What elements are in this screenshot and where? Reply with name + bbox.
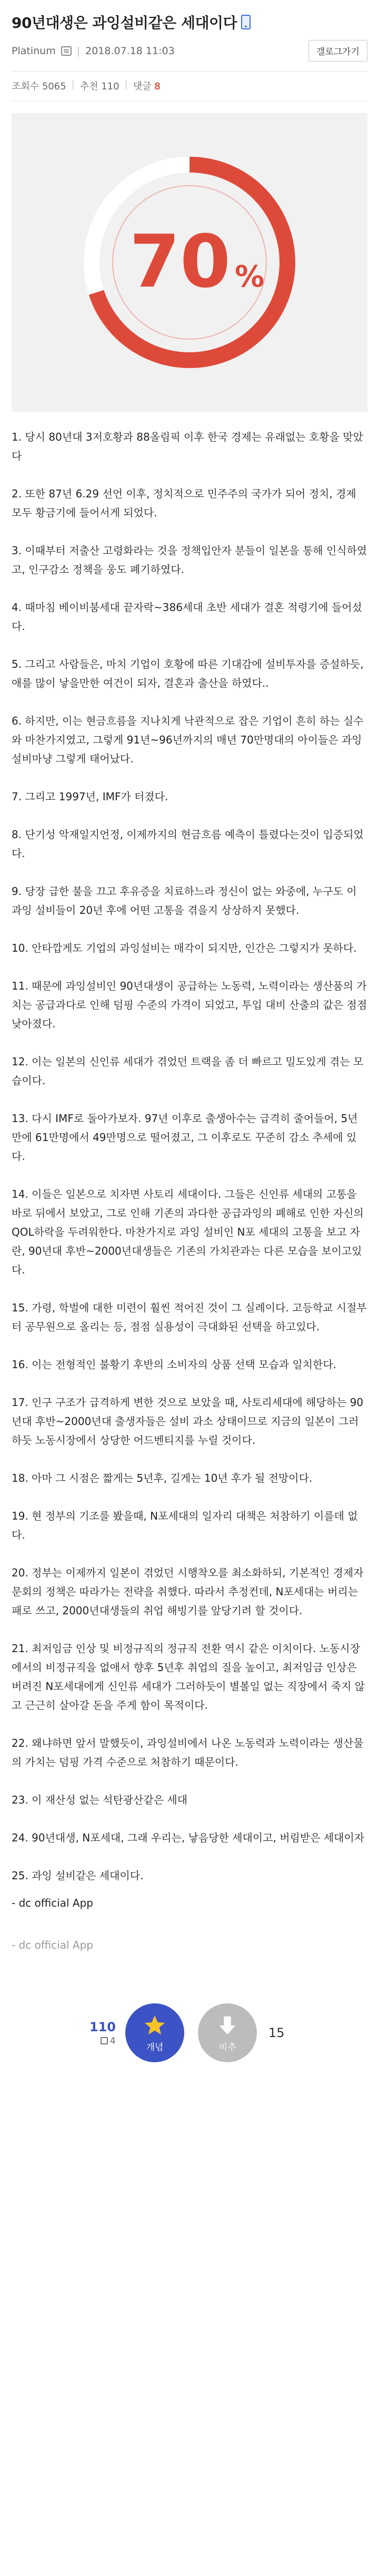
vote-area [0,1999,379,2067]
author-name[interactable]: Platinum [12,45,56,57]
paragraph: 23. 이 재산성 없는 석탄광산같은 세대 [12,1794,188,1806]
view-count: 조회수 5065 [12,81,66,92]
paragraph: 19. 현 정부의 기조를 봤을때, N포세대의 일자리 대책은 처참하기 이를데 없다. [12,1510,358,1541]
upvote-button[interactable] [125,2003,184,2062]
paragraph: 9. 당장 급한 불을 끄고 후유증을 치료하느라 정신이 없는 와중에, 누구도 이 과잉 설비들이 20년 후에 어떤 고통을 겪을지 상상하지 못했다. [12,885,357,917]
percent-value: 70 [129,219,231,304]
post-title: 90년대생은 과잉설비같은 세대이다 [12,14,237,32]
paragraph: 14. 이들은 일본으로 치자면 사토리 세대이다. 그들은 신인류 세대의 고통을 바로 뒤에서 보았고, 그로 인해 기존의 과다한 공급과잉의 폐해로 인한 자신의 QOL하락을 두려워한다. 마찬가지로 과잉 설비인 N포 세대의 고통을 보고 자란, 90년대 후반~2000년대생들은 기존의 가치관과는 다른 모습을 보이고있다. [12,1188,364,1276]
upvote-label: 개념 [146,2042,164,2053]
fix-user-icon [101,2037,108,2044]
paragraph: 22. 왜냐하면 앞서 말했듯이, 과잉설비에서 나온 노동력과 노력이라는 생산물의 가치는 덤핑 가격 수준으로 처참하기 때문이다. [12,1737,364,1768]
recommend-count: 추천 110 [79,81,119,92]
post-stats [12,71,367,101]
down-arrow-icon [215,2013,240,2038]
meta-divider: | [76,45,81,57]
paragraph: 25. 과잉 설비같은 세대이다. [12,1869,144,1882]
paragraph: 8. 단기성 악재일지언정, 이제까지의 현금흐름 예측이 틀렸다는것이 입증되었다. [12,828,364,860]
paragraph: 10. 안타깝게도 기업의 과잉설비는 매각이 되지만, 인간은 그렇지가 못하다. [12,942,357,954]
paragraph: 15. 가령, 학벌에 대한 미련이 훨씬 적어진 것이 그 실례이다. 고등학교 시절부터 공무원으로 올리는 등, 점점 실용성이 극대화된 선택을 하고있다. [12,1301,367,1333]
downvote-button[interactable] [198,2003,257,2062]
author-info [12,45,175,57]
percent-ring-graphic [12,113,367,412]
paragraph: 6. 하지만, 이는 현금흐름을 지나치게 낙관적으로 잡은 기업이 흔히 하는 실수와 마찬가지였고, 그렇게 91년~96년까지의 매년 70만명대의 아이들은 과잉 설비마냥 그렇게 태어났다. [12,715,364,765]
fix-vote-info [79,2035,116,2046]
paragraph: 17. 인구 구조가 급격하게 변한 것으로 보았을 때, 사토리세대에 해당하는 90년대 후반~2000년대 출생자들은 설비 과소 상태이므로 지금의 일본이 그러하듯 노동시장에서 상당한 어드벤티지를 누릴 것이다. [12,1396,364,1447]
paragraph: 7. 그리고 1997년, IMF가 터졌다. [12,790,168,803]
meta-row [12,40,367,62]
comment-label: 댓글 [133,81,152,92]
paragraph: 16. 이는 전형적인 불황기 후반의 소비자의 상품 선택 모습과 일치한다. [12,1358,337,1371]
paragraph: 4. 때마침 베이비붐세대 끝자락~386세대 초반 세대가 결혼 적령기에 들어섰다. [12,601,362,633]
up-vote-info [79,2020,116,2046]
signature: - dc official App [12,1897,93,1909]
paragraph: 12. 이는 일본의 신인류 세대가 겪었던 트랙을 좀 더 빠르고 밀도있게 겪는 모습이다. [12,1055,364,1087]
paragraph: 18. 아마 그 시점은 짧게는 5년후, 길게는 10년 후가 될 전망이다. [12,1472,313,1484]
downvote-label: 비추 [218,2042,236,2053]
post-body [0,412,379,1951]
comment-info[interactable] [133,79,161,93]
paragraph: 1. 당시 80년대 3저호황과 88올림픽 이후 한국 경제는 유래없는 호황을 맞았다 [12,431,363,462]
paragraph: 24. 90년대생, N포세대, 그래 우리는, 낳음당한 세대이고, 버림받은 세대이자 [12,1831,365,1844]
star-icon [143,2013,167,2038]
stats-divider: | [124,79,128,90]
percent-unit: % [234,260,265,294]
stats-divider: | [71,79,75,90]
post-date: 2018.07.18 11:03 [85,45,175,57]
gallog-icon[interactable] [61,46,72,56]
paragraph: 2. 또한 87년 6.29 선언 이후, 정치적으로 민주주의 국가가 되어 정치, 경제 모두 황금기에 들어서게 되었다. [12,487,356,519]
mobile-phone-icon [241,15,251,29]
paragraph: 11. 때문에 과잉설비인 90년대생이 공급하는 노동력, 노력이라는 생산품의 가치는 공급과다로 인해 덤핑 수준의 가격이 되었고, 투입 대비 산출의 값은 점점 낮아졌다. [12,980,367,1030]
hero-image [12,113,367,412]
paragraph: 21. 최저임금 인상 및 비정규직의 정규직 전환 역시 같은 이치이다. 노동시장에서의 비정규직을 없애서 향후 5년후 취업의 질을 높이고, 최저임금 인상은 버려진 N포세대에게 신인류 세대가 그러하듯이 별볼일 없는 직장에서 죽지 않고 근근히 살아갈 돈을 주게 함이 목적이다. [12,1642,365,1712]
paragraph: 13. 다시 IMF로 돌아가보자. 97년 이후로 출생아수는 급격히 줄어들어, 5년만에 61만명에서 49만명으로 떨어졌고, 그 이후로도 꾸준히 감소 추세에 있다. [12,1112,358,1163]
paragraph: 20. 정부는 이제까지 일본이 겪었던 시행착오를 최소화하되, 기본적인 경제자문회의 정책은 따라가는 전략을 취했다. 따라서 추정컨데, N포세대는 버리는 패로 쓰고, 2000년대생들의 취업 해빙기를 앞당기려 할 것이다. [12,1566,364,1617]
post-header [0,0,379,62]
signature-footer: - dc official App [12,1939,93,1951]
comment-count: 8 [154,81,161,92]
paragraph: 3. 이때부터 저출산 고령화라는 것을 정책입안자 분들이 일본을 통해 인식하였고, 인구감소 정책을 웅도 폐기하였다. [12,544,367,576]
fix-vote-count: 4 [109,2035,116,2046]
paragraph: 5. 그리고 사람들은, 마치 기업이 호황에 따른 기대감에 설비투자를 증설하듯, 애를 많이 낳을만한 여건이 되자, 결혼과 출산을 하였다.. [12,658,364,689]
down-vote-count: 15 [268,2025,285,2040]
title-row [12,12,367,33]
paragraph-list [12,427,367,1885]
gallog-button[interactable]: 갤로그가기 [308,40,367,62]
up-vote-count: 110 [89,2019,116,2034]
